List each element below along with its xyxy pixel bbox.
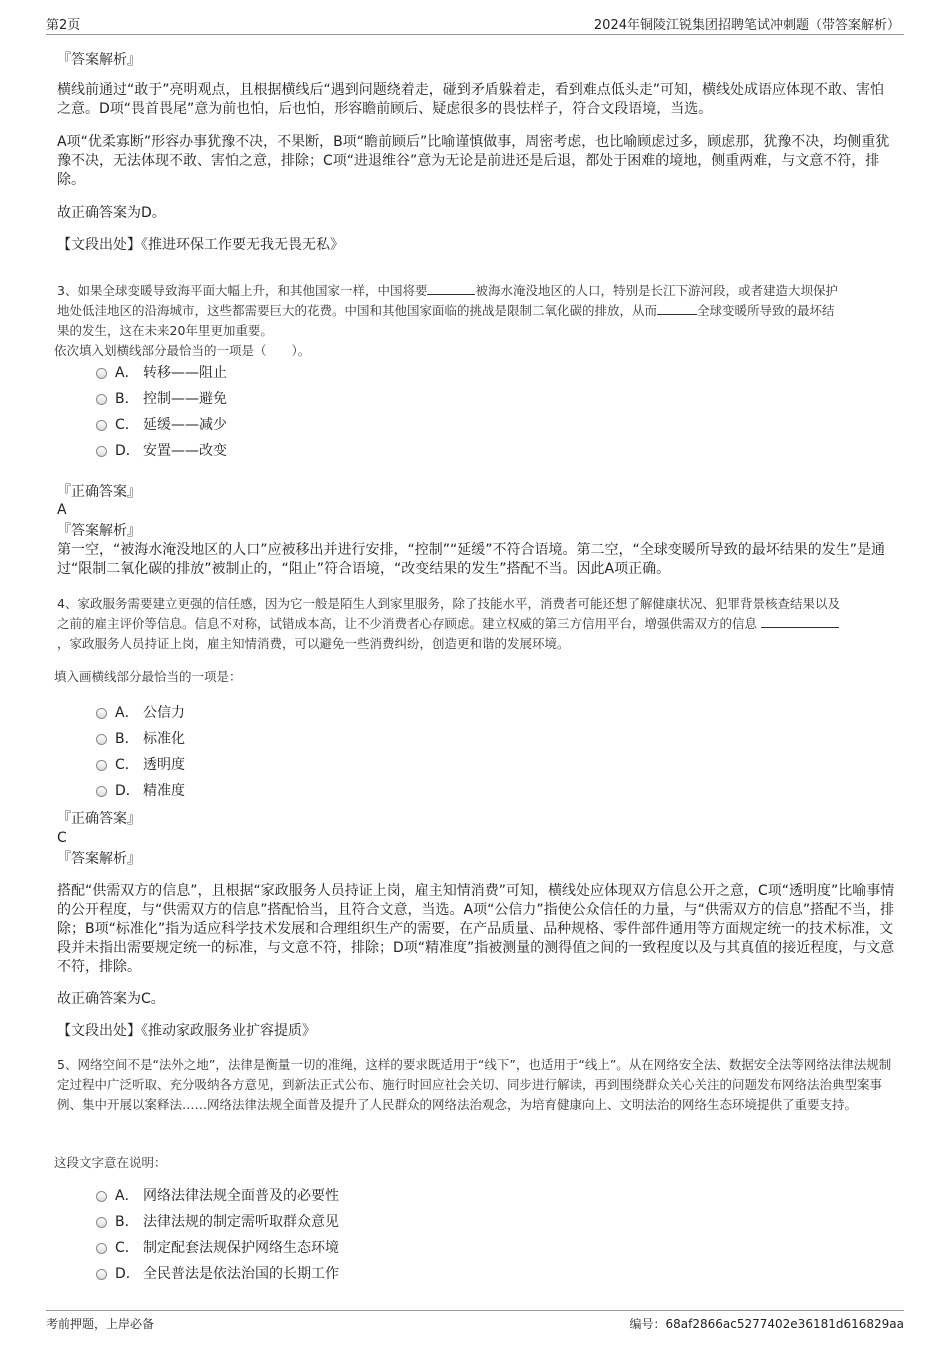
q4-stem-line1: 4、家政服务需要建立更强的信任感，因为它一般是陌生人到家里服务，除了技能水平，消费者可能还想了解健康状况、犯罪背景核查结果以及	[57, 596, 840, 611]
q2-conclusion: 故正确答案为D。	[57, 205, 166, 221]
radio-icon[interactable]	[96, 1191, 107, 1202]
option-letter: A．	[115, 705, 139, 721]
radio-icon[interactable]	[96, 708, 107, 719]
page-footer	[46, 1310, 904, 1333]
q3-option-a[interactable]	[96, 363, 227, 383]
q4-stem-line3: ，家政服务人员持证上岗，雇主知情消费，可以避免一些消费纠纷，创造更和谐的发展环境。	[57, 636, 570, 651]
q2-analysis-para1: 横线前通过“敢于”亮明观点，且根据横线后“遇到问题绕着走，碰到矛盾躲着走，看到难点低头走”可知，横线处成语应体现不敢、害怕之意。D项“畏首畏尾”意为前也怕，后也怕，形容瞻前顾后、疑虑很多的畏怯样子，符合文段语境，当选。	[57, 82, 885, 117]
q5-option-a[interactable]	[96, 1186, 339, 1206]
q5-option-d[interactable]	[96, 1264, 339, 1284]
page-number: 第2页	[46, 18, 81, 33]
q4-prompt: 填入画横线部分最恰当的一项是：	[54, 669, 242, 684]
radio-icon[interactable]	[96, 368, 107, 379]
q4-answer: C	[57, 830, 67, 846]
option-letter: C．	[115, 757, 139, 773]
option-text: 精准度	[143, 783, 185, 799]
option-letter: B．	[115, 391, 139, 407]
radio-icon[interactable]	[96, 786, 107, 797]
q3-prompt: 依次填入划横线部分最恰当的一项是（ ）。	[54, 343, 311, 358]
radio-icon[interactable]	[96, 1217, 107, 1228]
q3-blank-1	[427, 282, 475, 295]
option-text: 安置——改变	[143, 443, 227, 459]
q5-stem: 5、网络空间不是“法外之地”，法律是衡量一切的准绳，这样的要求既适用于“线下”，也适用于“线上”。从在网络安全法、数据安全法等网络法律法规制定过程中广泛听取、充分吸纳各方意见，到新法正式公布、施行时回应社会关切、同步进行解读，再到围绕群众关心关注的问题发布网络法治典型案事例、集中开展以案释法……网络法律法规全面普及提升了人民群众的网络法治观念，为培育健康向上、文明法治的网络生态环境提供了重要支持。	[57, 1057, 892, 1112]
page-header	[46, 14, 904, 35]
option-text: 转移——阻止	[143, 365, 227, 381]
option-letter: C．	[115, 417, 139, 433]
q5-prompt: 这段文字意在说明：	[54, 1155, 167, 1170]
q4-conclusion: 故正确答案为C。	[57, 991, 165, 1007]
document-title: 2024年铜陵江锐集团招聘笔试冲刺题（带答案解析）	[593, 18, 900, 33]
radio-icon[interactable]	[96, 734, 107, 745]
q2-source: 【文段出处】《推进环保工作要无我无畏无私》	[57, 237, 344, 253]
option-letter: A．	[115, 1188, 139, 1204]
q3-correct-label: 『正确答案』	[57, 484, 141, 500]
option-text: 延缓——减少	[143, 417, 227, 433]
q3-stem-a: 3、如果全球变暖导致海平面大幅上升，和其他国家一样，中国将要	[57, 283, 428, 298]
option-text: 控制——避免	[143, 391, 227, 407]
option-text: 标准化	[143, 731, 185, 747]
q4-analysis: 搭配“供需双方的信息”，且根据“家政服务人员持证上岗，雇主知情消费”可知，横线处应体现双方信息公开之意，C项“透明度”比喻事情的公开程度，与“供需双方的信息”搭配恰当，且符合文意，当选。A项“公信力”指使公众信任的力量，与“供需双方的信息”搭配不当，排除；B项“标准化”指为适应科学技术发展和合理组织生产的需要，在产品质量、品种规格、零件部件通用等方面规定统一的技术标准，文段并未指出需要规定统一的标准，与文意不符，排除；D项“精准度”指被测量的测得值之间的一致程度以及与其真值的接近程度，与文意不符，排除。	[57, 883, 895, 975]
q4-option-c[interactable]	[96, 755, 185, 775]
radio-icon[interactable]	[96, 1243, 107, 1254]
option-letter: A．	[115, 365, 139, 381]
q3-blank-2	[657, 302, 697, 315]
q4-option-b[interactable]	[96, 729, 185, 749]
option-letter: B．	[115, 731, 139, 747]
option-text: 法律法规的制定需听取群众意见	[143, 1214, 339, 1230]
q4-stem	[57, 594, 897, 654]
q3-stem-line2: 地处低洼地区的沿海城市，这些都需要巨大的花费。中国和其他国家面临的挑战是限制二氧化碳的排放，从而	[57, 303, 658, 318]
q3-answer: A	[57, 502, 67, 518]
option-text: 透明度	[143, 757, 185, 773]
option-text: 全民普法是依法治国的长期工作	[143, 1266, 339, 1282]
radio-icon[interactable]	[96, 446, 107, 457]
q3-stem-c: 全球变暖所导致的最坏结	[697, 303, 835, 318]
q3-option-b[interactable]	[96, 389, 227, 409]
radio-icon[interactable]	[96, 394, 107, 405]
footer-slogan: 考前押题，上岸必备	[46, 1317, 155, 1331]
q3-stem-line3: 果的发生，这在未来20年里更加重要。	[57, 323, 273, 338]
radio-icon[interactable]	[96, 760, 107, 771]
q3-analysis: 第一空，“被海水淹没地区的人口”应被移出并进行安排，“控制”“延缓”不符合语境。第二空，“全球变暖所导致的最坏结果的发生”是通过“限制二氧化碳的排放”被制止的，“阻止”符合语境，“改变结果的发生”搭配不当。因此A项正确。	[57, 542, 886, 577]
q4-stem-line2: 之前的雇主评价等信息。信息不对称，试错成本高，让不少消费者心存顾虑。建立权威的第三方信用平台，增强供需双方的信息	[57, 616, 758, 631]
q3-analysis-label: 『答案解析』	[57, 523, 141, 539]
option-letter: C．	[115, 1240, 139, 1256]
q3-option-c[interactable]	[96, 415, 227, 435]
option-text: 网络法律法规全面普及的必要性	[143, 1188, 339, 1204]
q3-stem-b: 被海水淹没地区的人口，特别是长江下游河段，或者建造大坝保护	[475, 283, 838, 298]
radio-icon[interactable]	[96, 420, 107, 431]
q4-blank	[761, 615, 839, 628]
q3-option-d[interactable]	[96, 441, 227, 461]
footer-code: 编号：68af2866ac5277402e36181d616829aa	[629, 1317, 904, 1331]
q4-option-d[interactable]	[96, 781, 185, 801]
q5-option-b[interactable]	[96, 1212, 339, 1232]
option-letter: B．	[115, 1214, 139, 1230]
q5-option-c[interactable]	[96, 1238, 339, 1258]
q3-stem	[57, 281, 897, 341]
radio-icon[interactable]	[96, 1269, 107, 1280]
q4-source: 【文段出处】《推动家政服务业扩容提质》	[57, 1023, 316, 1039]
option-letter: D．	[115, 1266, 140, 1282]
q4-option-a[interactable]	[96, 703, 185, 723]
q4-analysis-label: 『答案解析』	[57, 851, 141, 867]
option-letter: D．	[115, 443, 140, 459]
q4-correct-label: 『正确答案』	[57, 811, 141, 827]
option-text: 制定配套法规保护网络生态环境	[143, 1240, 339, 1256]
q2-analysis-label: 『答案解析』	[57, 52, 141, 68]
option-letter: D．	[115, 783, 140, 799]
option-text: 公信力	[143, 705, 185, 721]
q2-analysis-para2: A项“优柔寡断”形容办事犹豫不决，不果断，B项“瞻前顾后”比喻谨慎做事，周密考虑，也比喻顾虑过多，顾虑那，犹豫不决，均侧重犹豫不决，无法体现不敢、害怕之意，排除；C项“进退维谷”意为无论是前进还是后退，都处于困难的境地，侧重两难，与文意不符，排除。	[57, 134, 890, 188]
